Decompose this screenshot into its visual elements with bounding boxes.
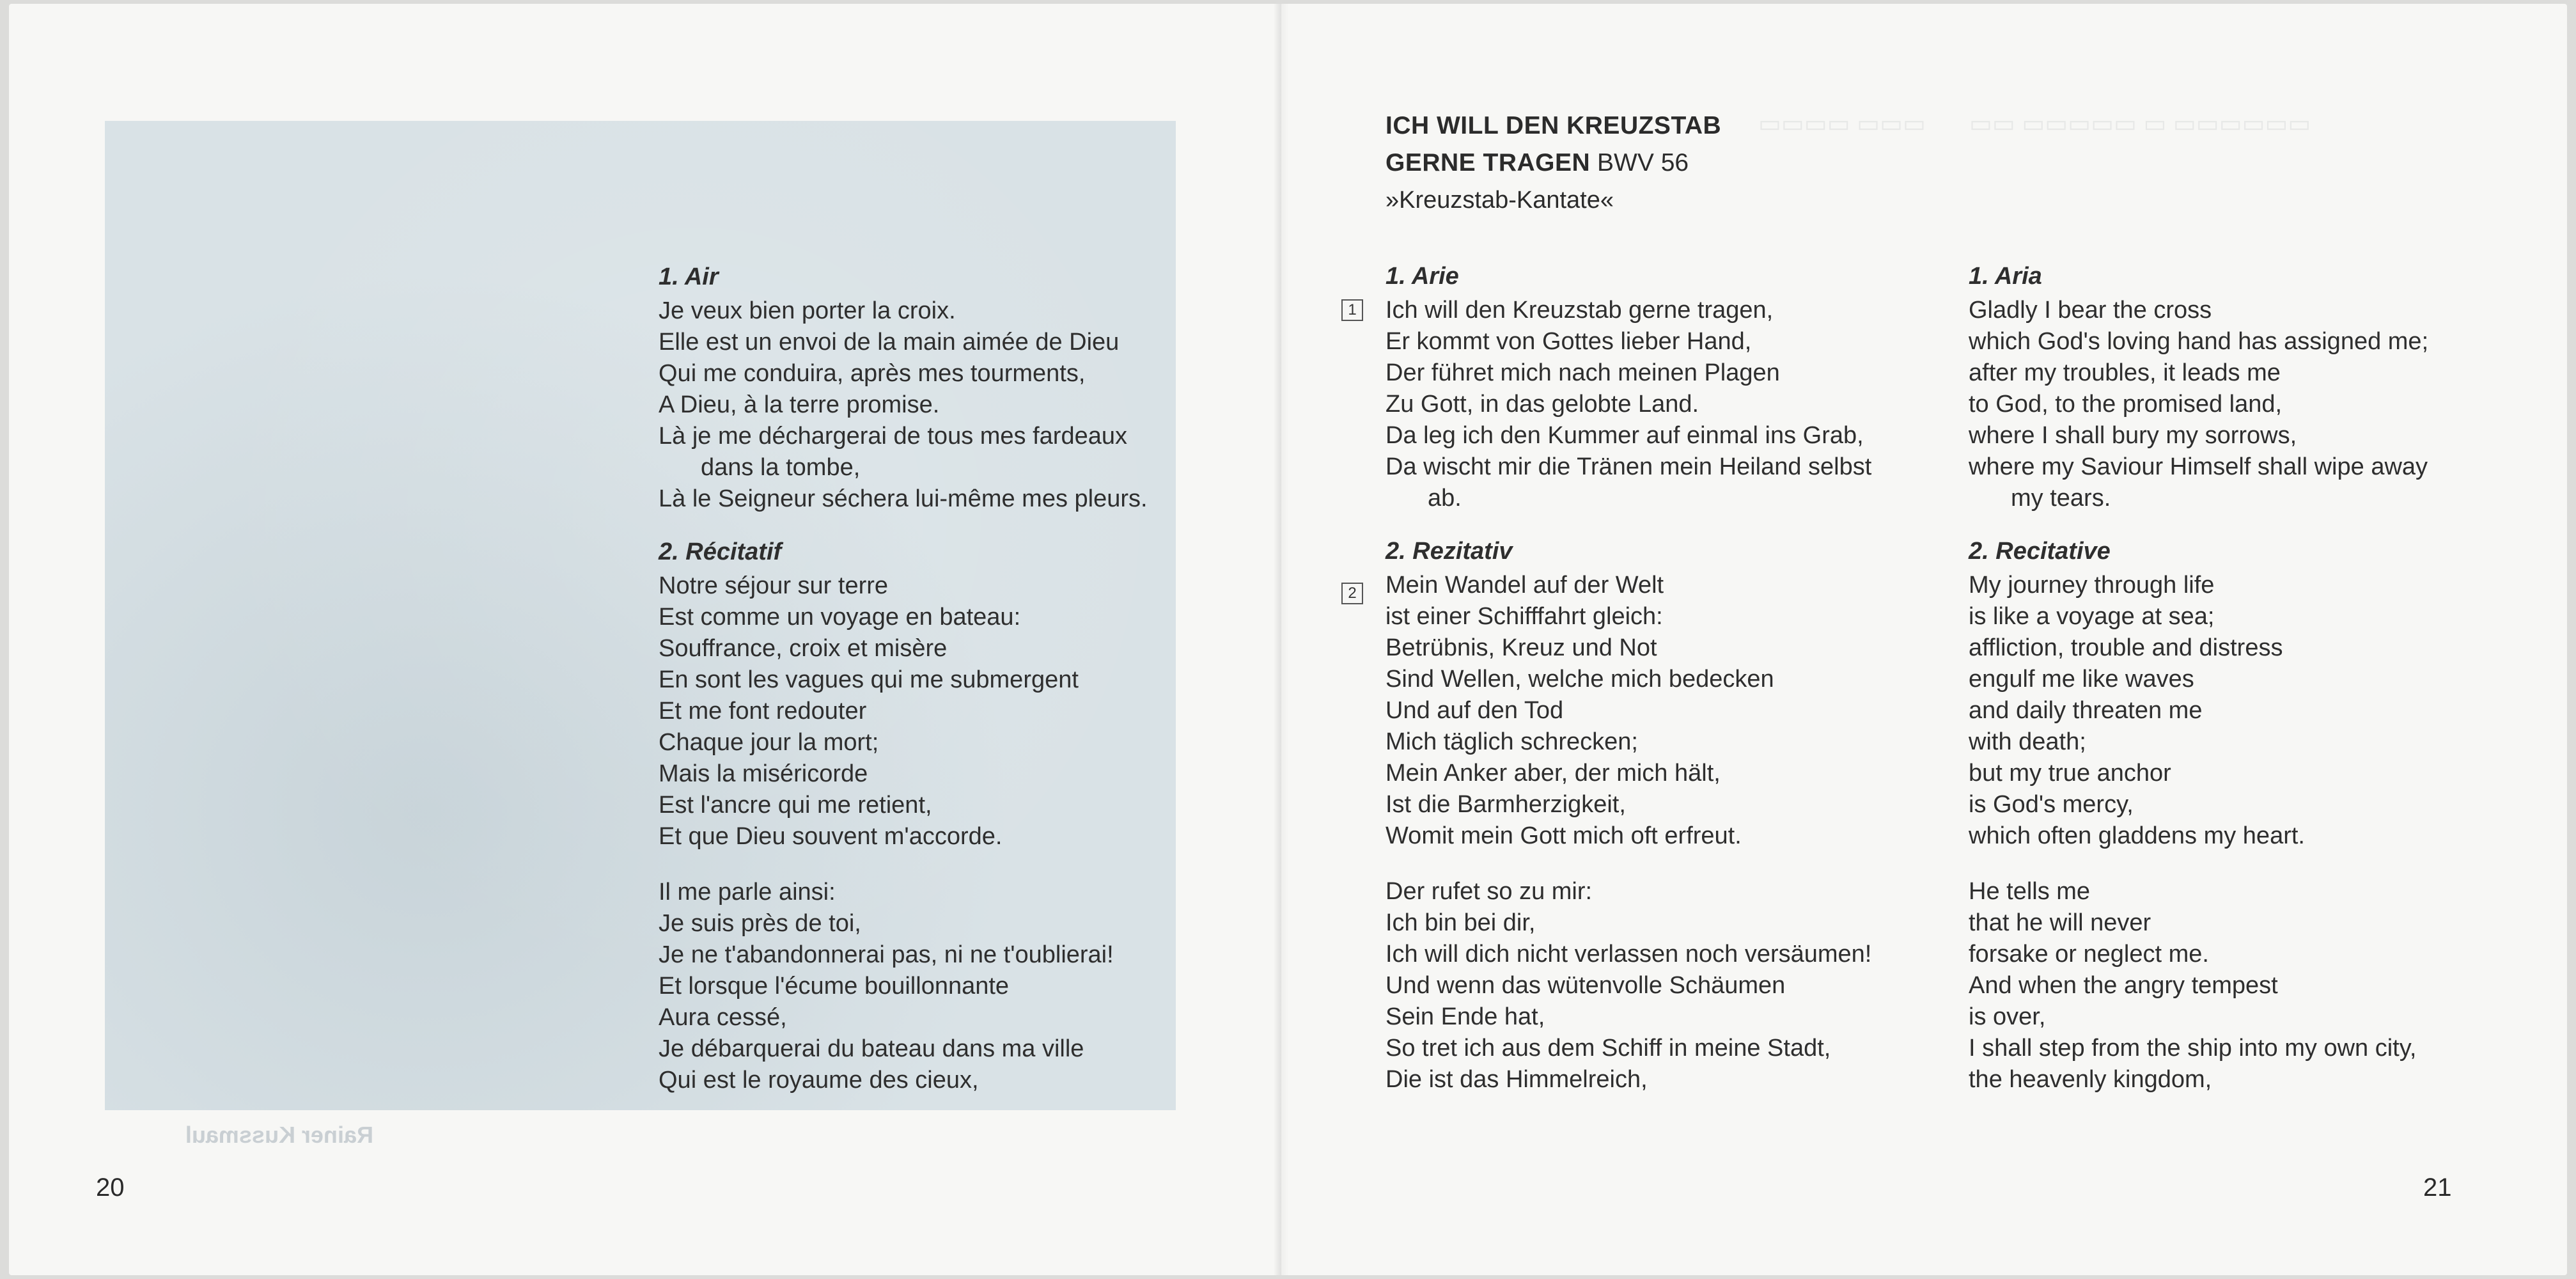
verse-line: Die ist das Himmelreich, bbox=[1386, 1066, 1648, 1093]
cantata-title bbox=[1386, 107, 1721, 219]
section-heading: 2. Rezitativ bbox=[1386, 538, 1513, 565]
verse-line: Ich will dich nicht verlassen noch versäumen! bbox=[1386, 941, 1872, 968]
verse-line: Je veux bien porter la croix. bbox=[659, 297, 956, 324]
verse-line: Est l'ancre qui me retient, bbox=[659, 792, 932, 819]
verse-line: where I shall bury my sorrows, bbox=[1969, 422, 2297, 449]
title-line-2: GERNE TRAGEN bbox=[1386, 149, 1591, 177]
verse-line: which often gladdens my heart. bbox=[1969, 822, 2305, 849]
track-marker-2: 2 bbox=[1341, 583, 1363, 604]
verse-line: Là je me déchargerai de tous mes fardeaux bbox=[659, 423, 1127, 450]
verse-line: Der führet mich nach meinen Plagen bbox=[1386, 359, 1780, 386]
verse-line: Womit mein Gott mich oft erfreut. bbox=[1386, 822, 1742, 849]
verse-line: Mein Wandel auf der Welt bbox=[1386, 572, 1664, 599]
verse-line: Sein Ende hat, bbox=[1386, 1003, 1545, 1030]
verse-line: is God's mercy, bbox=[1969, 791, 2134, 818]
verse-line: Je suis près de toi, bbox=[659, 910, 861, 937]
verse-line: after my troubles, it leads me bbox=[1969, 359, 2281, 386]
verse-line: I shall step from the ship into my own city, bbox=[1969, 1035, 2417, 1062]
photo-credit-mirrored: Rainer Kussmaul bbox=[185, 1122, 373, 1148]
verse-line: Et lorsque l'écume bouillonnante bbox=[659, 973, 1010, 1000]
verse-line: Aura cessé, bbox=[659, 1004, 787, 1031]
verse-line: that he will never bbox=[1969, 909, 2151, 936]
book-spine-fold bbox=[1274, 4, 1289, 1275]
verse-line: ab. bbox=[1428, 485, 1462, 512]
section-heading: 2. Récitatif bbox=[659, 538, 782, 565]
show-through: ▭▭ ▭▭▭▭▭ ▭ ▭▭▭▭▭▭ bbox=[1969, 111, 2311, 137]
verse-line: Qui est le royaume des cieux, bbox=[659, 1067, 979, 1094]
verse-line: Mich täglich schrecken; bbox=[1386, 728, 1638, 755]
page-number-left: 20 bbox=[96, 1173, 125, 1202]
track-marker-1: 1 bbox=[1341, 299, 1363, 321]
verse-line: but my true anchor bbox=[1969, 760, 2171, 787]
verse-line: So tret ich aus dem Schiff in meine Stadt, bbox=[1386, 1035, 1831, 1062]
verse-line: Et que Dieu souvent m'accorde. bbox=[659, 823, 1003, 850]
verse-line: Mais la miséricorde bbox=[659, 760, 868, 787]
german-text-column bbox=[1386, 261, 1871, 1095]
bwv-number: BWV 56 bbox=[1597, 149, 1689, 177]
verse-line: is like a voyage at sea; bbox=[1969, 603, 2215, 630]
verse-line: Elle est un envoi de la main aimée de Dieu bbox=[659, 329, 1120, 356]
cantata-subtitle: »Kreuzstab-Kantate« bbox=[1386, 187, 1614, 214]
verse-line: forsake or neglect me. bbox=[1969, 941, 2209, 968]
verse-line: Der rufet so zu mir: bbox=[1386, 878, 1593, 905]
verse-line: Souffrance, croix et misère bbox=[659, 635, 948, 662]
verse-line: A Dieu, à la terre promise. bbox=[659, 391, 940, 418]
verse-line: and daily threaten me bbox=[1969, 697, 2203, 724]
french-text-column bbox=[659, 262, 1148, 1096]
verse-line: dans la tombe, bbox=[701, 454, 861, 481]
verse-line: Betrübnis, Kreuz und Not bbox=[1386, 634, 1657, 661]
page-number-right: 21 bbox=[2423, 1173, 2452, 1202]
section-heading: 1. Air bbox=[659, 263, 719, 290]
verse-line: Est comme un voyage en bateau: bbox=[659, 604, 1021, 631]
verse-line: my tears. bbox=[2011, 485, 2111, 512]
verse-line: Notre séjour sur terre bbox=[659, 572, 889, 599]
verse-line: Und auf den Tod bbox=[1386, 697, 1564, 724]
verse-line: engulf me like waves bbox=[1969, 666, 2194, 693]
show-through: ▭▭▭▭ ▭▭▭ bbox=[1758, 111, 1926, 137]
verse-line: Je ne t'abandonnerai pas, ni ne t'oublierai! bbox=[659, 941, 1114, 968]
verse-line: En sont les vagues qui me submergent bbox=[659, 666, 1079, 693]
verse-line: Mein Anker aber, der mich hält, bbox=[1386, 760, 1721, 787]
verse-line: is over, bbox=[1969, 1003, 2046, 1030]
verse-line: Je débarquerai du bateau dans ma ville bbox=[659, 1035, 1084, 1062]
verse-line: Gladly I bear the cross bbox=[1969, 297, 2212, 324]
verse-line: Er kommt von Gottes lieber Hand, bbox=[1386, 328, 1752, 355]
verse-line: Ich will den Kreuzstab gerne tragen, bbox=[1386, 297, 1774, 324]
verse-line: He tells me bbox=[1969, 878, 2091, 905]
section-heading: 1. Aria bbox=[1969, 263, 2042, 290]
verse-line: Chaque jour la mort; bbox=[659, 729, 879, 756]
verse-line: Qui me conduira, après mes tourments, bbox=[659, 360, 1086, 387]
verse-line: Là le Seigneur séchera lui-même mes pleurs. bbox=[659, 485, 1148, 512]
verse-line: Et me font redouter bbox=[659, 698, 867, 725]
verse-line: Il me parle ainsi: bbox=[659, 879, 836, 906]
section-heading: 1. Arie bbox=[1386, 263, 1459, 290]
section-heading: 2. Recitative bbox=[1969, 538, 2111, 565]
verse-line: Da leg ich den Kummer auf einmal ins Grab, bbox=[1386, 422, 1864, 449]
verse-line: ist einer Schifffahrt gleich: bbox=[1386, 603, 1663, 630]
verse-line: with death; bbox=[1969, 728, 2086, 755]
verse-line: Zu Gott, in das gelobte Land. bbox=[1386, 391, 1699, 418]
verse-line: My journey through life bbox=[1969, 572, 2215, 599]
verse-line: which God's loving hand has assigned me; bbox=[1969, 328, 2429, 355]
verse-line: affliction, trouble and distress bbox=[1969, 634, 2283, 661]
verse-line: Und wenn das wütenvolle Schäumen bbox=[1386, 972, 1786, 999]
verse-line: where my Saviour Himself shall wipe away bbox=[1969, 453, 2428, 480]
verse-line: Sind Wellen, welche mich bedecken bbox=[1386, 666, 1774, 693]
title-line-1: ICH WILL DEN KREUZSTAB bbox=[1386, 112, 1722, 139]
verse-line: Ich bin bei dir, bbox=[1386, 909, 1536, 936]
verse-line: And when the angry tempest bbox=[1969, 972, 2278, 999]
verse-line: the heavenly kingdom, bbox=[1969, 1066, 2212, 1093]
verse-line: to God, to the promised land, bbox=[1969, 391, 2283, 418]
verse-line: Da wischt mir die Tränen mein Heiland selbst bbox=[1386, 453, 1872, 480]
verse-line: Ist die Barmherzigkeit, bbox=[1386, 791, 1626, 818]
english-text-column bbox=[1969, 261, 2428, 1095]
